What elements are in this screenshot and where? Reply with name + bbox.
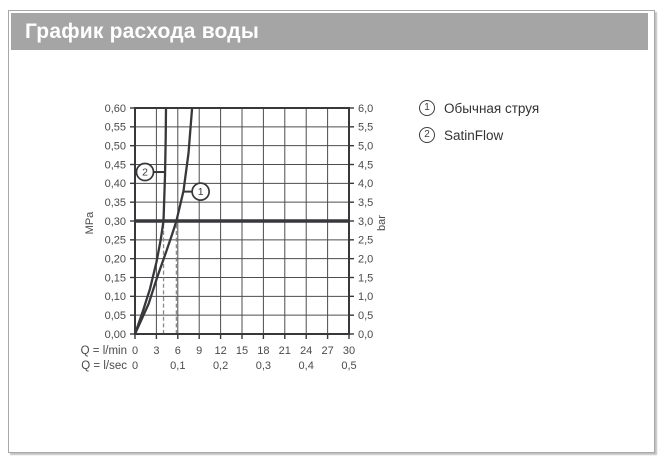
content-panel: [8, 10, 655, 453]
xtick-lmin: 24: [300, 345, 313, 357]
ytick-bar: 0,0: [358, 328, 374, 341]
ytick-mpa: 0,35: [104, 196, 126, 209]
yaxis-label-mpa: MPa: [84, 211, 96, 235]
legend-label-1: Обычная струя: [444, 100, 540, 116]
xtick-lmin: 30: [342, 345, 356, 357]
ytick-mpa: 0,25: [104, 234, 126, 247]
series-label-num: 1: [197, 186, 204, 199]
ytick-bar: 1,0: [358, 291, 374, 304]
ytick-bar: 1,5: [358, 272, 374, 285]
xtick-lmin: 18: [257, 345, 270, 357]
ytick-mpa: 0,00: [104, 328, 126, 341]
legend-item-satinflow: [419, 127, 539, 143]
title-bar: [11, 13, 648, 50]
xtick-lmin: 9: [196, 345, 203, 357]
legend-label-2: SatinFlow: [444, 127, 504, 143]
flow-rate-chart: [56, 76, 416, 386]
ytick-bar: 3,5: [358, 196, 374, 209]
legend-item-normal-spray: [419, 100, 539, 116]
yaxis-label-bar: bar: [376, 215, 388, 231]
ytick-mpa: 0,10: [104, 291, 126, 304]
ytick-mpa: 0,20: [104, 253, 126, 266]
xtick-lmin: 21: [278, 345, 291, 357]
ytick-mpa: 0,05: [104, 309, 126, 322]
xtick-lsec: 0,3: [255, 360, 272, 372]
xtick-lmin: 12: [214, 345, 227, 357]
ytick-mpa: 0,30: [104, 215, 126, 228]
page-title: График расхода воды: [25, 19, 259, 43]
ytick-bar: 6,0: [358, 102, 374, 115]
ytick-mpa: 0,55: [104, 121, 126, 134]
xtick-lmin: 15: [235, 345, 249, 357]
ytick-bar: 2,5: [358, 234, 374, 247]
xtick-lmin: 27: [321, 345, 334, 357]
ytick-bar: 0,5: [358, 309, 374, 322]
xaxis-label-lsec: Q = l/sec: [81, 360, 127, 372]
legend-marker-1: 1: [419, 100, 435, 116]
xtick-lsec: 0: [131, 360, 139, 372]
xtick-lsec: 0,5: [341, 360, 357, 372]
ytick-bar: 5,5: [358, 121, 374, 134]
ytick-bar: 2,0: [358, 253, 374, 266]
legend-marker-2: 2: [419, 127, 435, 143]
ytick-bar: 3,0: [358, 215, 374, 228]
chart-legend: [419, 100, 539, 154]
xtick-lmin: 3: [153, 345, 160, 357]
ytick-bar: 4,5: [358, 159, 374, 172]
ytick-bar: 4,0: [358, 178, 374, 191]
ytick-mpa: 0,45: [104, 159, 126, 172]
ytick-mpa: 0,15: [104, 272, 126, 285]
ytick-mpa: 0,40: [104, 178, 126, 191]
ytick-bar: 5,0: [358, 140, 374, 153]
ytick-mpa: 0,50: [104, 140, 126, 153]
xaxis-label-lmin: Q = l/min: [80, 345, 127, 357]
xtick-lsec: 0,1: [170, 360, 186, 372]
series-label-num: 2: [142, 166, 148, 179]
xtick-lmin: 6: [174, 345, 181, 357]
xtick-lsec: 0,2: [212, 360, 229, 372]
xtick-lmin: 0: [131, 345, 139, 357]
xtick-lsec: 0,4: [298, 360, 314, 372]
ytick-mpa: 0,60: [104, 102, 126, 115]
